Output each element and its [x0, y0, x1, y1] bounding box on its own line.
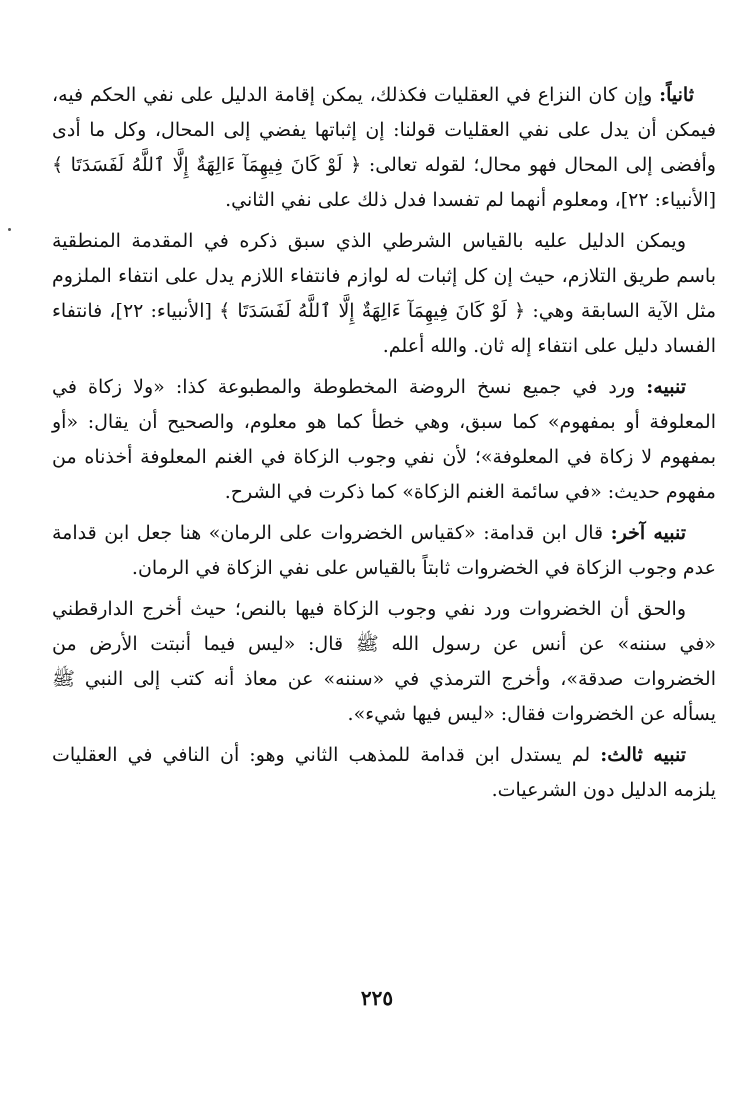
paragraph-text: والحق أن الخضروات ورد نفي وجوب الزكاة فيها بالنص؛ حيث أخرج الدارقطني «في سننه» عن أنس عن رسول الله ﷺ قال: «ليس فيما أنبتت الأرض من الخضروات صدقة»، وأخرج الترمذي في «سننه» عن معاذ أنه كتب إلى النبي ﷺ يسأله عن الخضروات فقال: «ليس فيها شيء». [52, 598, 716, 725]
margin-dot [8, 228, 11, 231]
paragraph-vegetables-ruling [52, 592, 716, 732]
paragraph-text: ورد في جميع نسخ الروضة المخطوطة والمطبوعة كذا: «ولا زكاة في المعلوفة أو بمفهوم» كما سبق، وهي خطأ كما هو معلوم، والصحيح أن يقال: «أو بمفهوم لا زكاة في المعلوفة»؛ لأن نفي وجوب الزكاة في الغنم المعلوفة أخذناه من مفهوم حديث: «في سائمة الغنم الزكاة» كما ذكرت في الشرح. [52, 376, 716, 503]
paragraph-heading: تنبيه ثالث: [600, 744, 687, 766]
paragraph-text: ويمكن الدليل عليه بالقياس الشرطي الذي سبق ذكره في المقدمة المنطقية باسم طريق التلازم، حيث إن كل إثبات له لوازم فانتفاء اللازم يدل على انتفاء الملزوم مثل الآية السابقة وهي: ﴿ لَوْ كَانَ فِيهِمَآ ءَالِهَةٌ إِلَّا ٱللَّهُ لَفَسَدَتَا ﴾ [الأنبياء: ٢٢]، فانتفاء الفساد دليل على انتفاء إله ثان. والله أعلم. [52, 230, 717, 357]
paragraph-text: قال ابن قدامة: «كقياس الخضروات على الرمان» هنا جعل ابن قدامة عدم وجوب الزكاة في الخضروات ثابتاً بالقياس على نفي الزكاة في الرمان. [52, 522, 716, 579]
paragraph-heading: تنبيه آخر: [610, 522, 686, 544]
paragraph-text: وإن كان النزاع في العقليات فكذلك، يمكن إقامة الدليل على نفي الحكم فيه، فيمكن أن يدل على نفي العقليات قولنا: إن إثباتها يفضي إلى المحال، وكل ما أدى وأفضى إلى المحال فهو محال؛ لقوله تعالى: ﴿ لَوْ كَانَ فِيهِمَآ ءَالِهَةٌ إِلَّا ٱللَّهُ لَفَسَدَتَا ﴾ [الأنبياء: ٢٢]، ومعلوم أنهما لم تفسدا فدل ذلك على نفي الثاني. [52, 84, 716, 211]
paragraph-heading: تنبيه: [646, 376, 686, 398]
paragraph-note-2 [52, 516, 716, 586]
page-number: ٢٢٥ [360, 986, 394, 1010]
paragraph-heading: ثانياً: [659, 84, 694, 106]
paragraph-second-point [52, 78, 716, 218]
paragraph-conditional-syllogism [52, 224, 716, 364]
paragraph-text: لم يستدل ابن قدامة للمذهب الثاني وهو: أن النافي في العقليات يلزمه الدليل دون الشرعيات. [52, 744, 716, 801]
paragraph-note-1 [52, 370, 716, 510]
paragraph-note-3 [52, 738, 716, 808]
page-body [52, 78, 716, 814]
